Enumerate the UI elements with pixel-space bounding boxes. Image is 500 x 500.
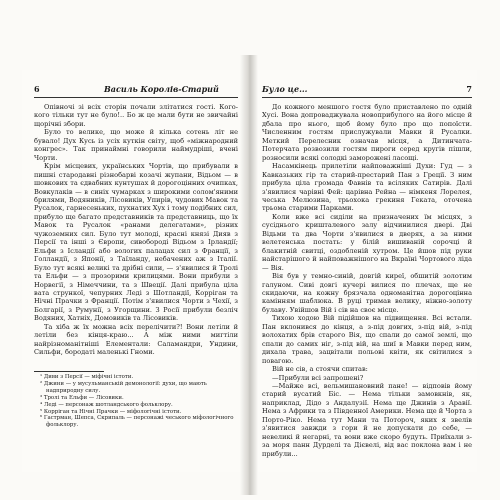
paragraph: —Прибули всі запрошені? bbox=[272, 373, 364, 382]
right-header-rule bbox=[262, 97, 472, 98]
left-running-title: Василь Королів-Старий bbox=[104, 84, 219, 94]
paragraph: Та хіба ж їх можна всіх перелічити?! Вони летіли й летіли без кінця-краю... А між ними мигтіли найрізноманітніші Елементали: Саламандри, Ундини, Сильфи, бородаті маленькі Гноми. bbox=[34, 322, 238, 357]
paragraph: Крім місцевих, українських Чортів, що прибували в пишні стародавні різнобарві козачі жупани, Відьом — в шовкових та єдвабних кунтушах й дорогоцінних очипках, Вовкулаків — в синіх чумарках з широкими солом'яними брилями, Водяників, Лісовиків, Упирів, чудових Мавок та Русалок, гарнесеньких, пухнатих Хух і тому подібних сил, прибуло ще багато представників та представниць, що їх Мавок та Русалок «ранами делегатами», різних чужоземних сил. Було тут молоді, красні князі Дияв з Персії та інші з Європи, сивобороді Відьом з Ірландії; Ельфи з Ісландії або вологих палацах сил з Франції, з Голландії, з Японії, з Таїланду, небачених аж з Італії. Було тут всякі великі та дрібні сили, — з'явилися й Тролі та Ельфи — з прозорими крилицями. Вони прибули з Норвегії, з Німеччини, та з Швеції. Далі прибула ціла вата стрункої, чепурних Ледi з Шотландії, Корріган та Нічні Прачки з Франції. Потім з'явилися Чорти з Чехії, з Болгарії, з Румунії, з Угорщини. З Росії прибули безліч Водяних, Хатніх, Домовиків та Лісовиків. bbox=[34, 162, 238, 323]
paragraph: Опівночі зі всіх сторін почали злітатися гості. Кого-кого тільки тут не було!.. Бо ж це мали бути не звичайні щорічні збори. bbox=[34, 103, 238, 128]
footnotes bbox=[34, 374, 238, 429]
paragraph: —Майже всі, вельмишановний пане! — відповів йому старий вусатий Біс. — Нема тільки замовкнів, як, наприклад, Дідо з Андалузії. Нема ще Джинів з Аравії. Нема з Африки та з Південної Америки. Нема ще й Чорта з Порто-Ріко. Нема тут Мани та Потороч, яких я звелів з'явитися завжди з гори й не допускати до себе, — невеликі й негарні, та вони вже скоро будуть. Приїхали з-за моря панн Дурделі та Дієвелі, від вас поклона вам і не прибули... bbox=[262, 381, 472, 458]
paragraph: Вія був у темно-синій, довгій киреї, обшитій золотим галуном. Сиві довгі кучері вилися по плечах, ще не скидаючи, на кожну брязчала одноманітна дорогоцінна камінням шаблюка. В руці тримав велику, ніжно-золоту булаву. Увійшов Вій і сів на своє місце. bbox=[262, 272, 472, 314]
right-body-text bbox=[262, 103, 472, 458]
paragraph: Коли вже всі сиділи на призначених їм місцях, з сусіднього кришталевого залу відчинилися двері. Дві Відьми та два Чорти з'явилися в дверях, а за ними велетенська постать: у білій вишиваній сорочці й блакитній свитці, оздобленій хутром. Це йшов під руки найстарішого й найповажнішого на Вкраїні Чортового ліда — Вія. bbox=[262, 212, 472, 272]
footnote: ⁴ Ледi — персонаж шотландського фольклору. bbox=[40, 401, 173, 408]
right-running-title: Було це... bbox=[262, 84, 308, 94]
left-header-rule bbox=[34, 97, 238, 98]
paragraph: Вій не сів, а стоячи спитав: bbox=[272, 365, 368, 374]
left-page-number: 6 bbox=[34, 84, 40, 94]
left-body-text bbox=[34, 103, 238, 357]
footnote: ³ Тролі та Ельфи — Лісовики. bbox=[40, 394, 124, 401]
footnote-rule bbox=[34, 371, 104, 372]
book-gutter bbox=[240, 55, 258, 495]
footnote: ⁵ Корріган та Нічні Прачки — міфологічні істоти. bbox=[40, 408, 182, 415]
left-running-head bbox=[34, 84, 238, 96]
footnote: ⁶ Гастрман, Шепса, Скрипаль — персонажі чеського міфологічного фольклору. bbox=[40, 415, 234, 429]
paragraph: Насамкінець прилетіли найповажніші Духи: Гуд — з Кавказьких гір та старий-престарий Пан з Греції. З ним прибула ціла громада Фавнів та всіляких Сатирів. Далі з'явилися чарівні Фей: царівна Рейна — німкеня Лорелея, чеська Мелюзина, трьохока грекиня Геката, оточена трьома старими Парками. bbox=[262, 162, 472, 213]
right-page-number: 7 bbox=[466, 84, 472, 94]
paragraph: До кожного меншого гостя було приставлено по одній Хусі. Вона допроваджувала новоприбулого на його місце й дбала про нього, щоб йому було про що попоїсти. Численним гостям прислужували Мавки й Русалки. Меткий Перелесник означав місця, а Дитинчата-Потерчата розвозили гостям пироги серед кругів пішли, розносили всякі солодкі заморожені ласощі. bbox=[262, 103, 472, 162]
footnote: ² Джини — у мусульманській демонології: духи, що мають надприродну силу. bbox=[40, 380, 207, 394]
footnote: ¹ Диви з Персії — міфічні істоти. bbox=[40, 374, 134, 380]
right-running-head bbox=[262, 84, 472, 96]
paragraph: Було то велике, що може й кілька сотень літ не бувало! Дух Кусь із усіх куткін світу, щоб «міжнародний конгрес». Так принаймні говорили наймудріші, вчені Чорти. bbox=[34, 128, 238, 162]
paragraph: Тихою ходою Вій підійшов на підвищення. Всі встали. Пан вклонився до кінця, а з-під довгих, з-під вій, з-під волохатих брів старого Вія, що спали до самої землі, що спали до самих ніг, з-під вій, на шиї в Мавки перед ним, дихала трава, зацвітали польові квіти, як світилися з повагою. bbox=[262, 314, 472, 365]
